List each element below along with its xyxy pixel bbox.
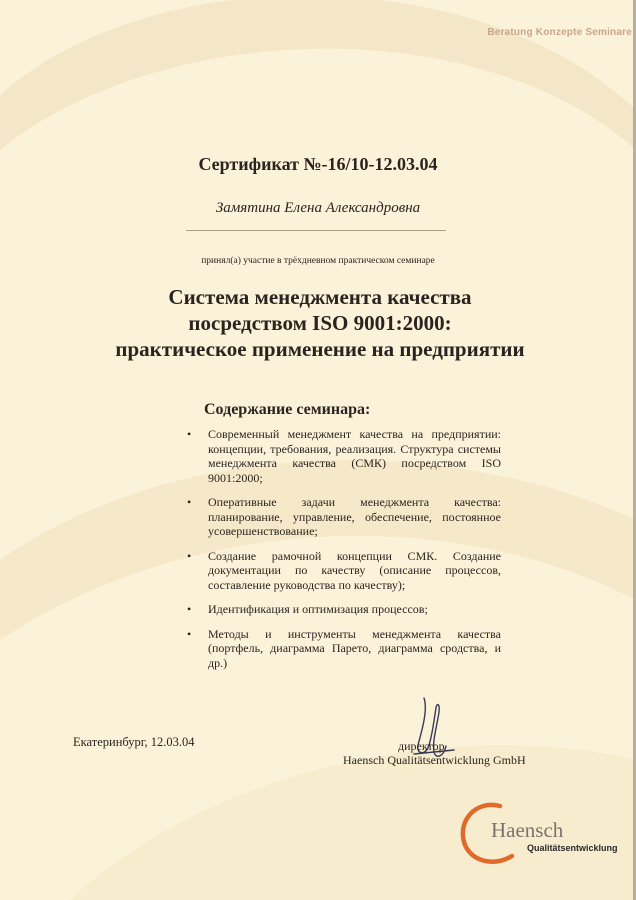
bullet-icon: • — [187, 495, 192, 509]
contents-heading: Содержание семинара: — [204, 401, 371, 418]
seminar-title-line: практическое применение на предприятии — [115, 337, 525, 361]
name-underline — [186, 230, 446, 231]
list-item-text: Идентификация и оптимизация процессов; — [208, 602, 428, 616]
bullet-icon: • — [187, 548, 192, 563]
director-company: Haensch Qualitätsentwicklung GmbH — [343, 753, 526, 767]
seminar-title-line: посредством ISO 9001:2000: — [188, 311, 452, 335]
list-item — [186, 495, 501, 539]
list-item — [186, 627, 501, 671]
bullet-icon: • — [187, 427, 192, 441]
certificate-number: Сертификат №-16/10-12.03.04 — [198, 154, 438, 174]
list-item — [186, 549, 501, 593]
bullet-icon: • — [187, 626, 192, 641]
list-item-text: Создание рамочной концепции СМК. Создание документации по качеству (описание процессов, составление руководства по качеству); — [208, 548, 501, 592]
recipient-name: Замятина Елена Александровна — [215, 200, 421, 216]
bullet-icon: • — [187, 602, 192, 616]
list-item-text: Методы и инструменты менеджмента качества (портфель, диаграмма Парето, диаграмма сродства, и др.) — [208, 626, 501, 670]
contents-list — [186, 427, 501, 680]
list-item — [186, 602, 501, 617]
list-item-text: Современный менеджмент качества на предприятии: концепции, требования, реализация. Структура системы менеджмента качества (СМК) посредством ISO 9001:2000; — [208, 427, 501, 485]
place-date: Екатеринбург, 12.03.04 — [73, 735, 195, 749]
seminar-title — [70, 284, 570, 362]
list-item-text: Оперативные задачи менеджмента качества: планирование, управление, обеспечение, постоянное усовершенствование; — [208, 495, 501, 538]
logo-name: Haensch — [491, 818, 564, 842]
logo-subtitle: Qualitätsentwicklung — [527, 843, 618, 853]
director-title: директор — [398, 739, 445, 753]
list-item — [186, 427, 501, 485]
header-brand: Beratung Konzepte Seminare — [487, 27, 632, 38]
seminar-title-line: Система менеджмента качества — [168, 285, 472, 309]
participation-text: принял(а) участие в трёхдневном практическом семинаре — [201, 256, 435, 266]
